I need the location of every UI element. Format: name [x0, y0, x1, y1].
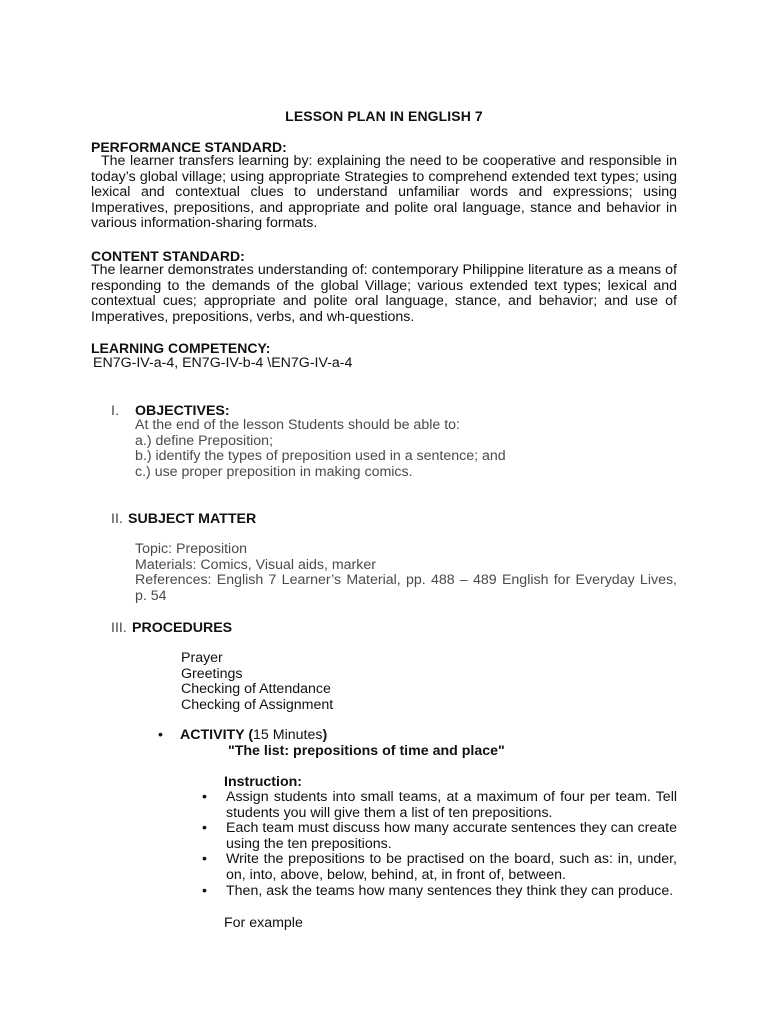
- subject-matter-body: [135, 542, 677, 604]
- references-label: References:: [135, 572, 212, 589]
- activity-label: ACTIVITY (: [180, 727, 254, 743]
- learning-competency-heading: LEARNING COMPETENCY:: [91, 340, 271, 356]
- procedure-step: Prayer: [181, 650, 223, 666]
- instruction-text: Each team must discuss how many accurate sentences they can create using the ten prepositions.: [226, 820, 677, 852]
- procedures-numeral: III.: [111, 620, 127, 636]
- bullet-icon: •: [158, 727, 163, 743]
- content-standard-text: The learner demonstrates understanding of: contemporary Philippine literature as a means of responding to the demands of the global Village; various extended text types; lexical and contextual cues; appropriate and polite oral language, stance, and behavior; and use of Imperatives, prepositions, verbs, and wh-questions.: [91, 262, 677, 325]
- procedure-steps: [181, 651, 333, 713]
- bullet-icon: •: [202, 789, 207, 805]
- instruction-list: [202, 790, 677, 899]
- bullet-icon: •: [202, 851, 207, 868]
- bullet-icon: •: [202, 882, 207, 899]
- activity-heading: [158, 727, 327, 743]
- objectives-list: [135, 418, 677, 480]
- activity-close: ): [322, 727, 328, 743]
- instruction-text: Assign students into small teams, at a maximum of four per team. Tell students you will give them a list of ten prepositions.: [226, 789, 677, 821]
- performance-standard-heading: PERFORMANCE STANDARD:: [91, 139, 287, 155]
- instruction-item: [202, 790, 677, 821]
- activity-subtitle: "The list: prepositions of time and place": [228, 743, 505, 759]
- content-standard-heading: CONTENT STANDARD:: [91, 248, 245, 264]
- objective-item: b.) identify the types of preposition used in a sentence; and: [135, 448, 506, 465]
- instruction-item: [202, 852, 677, 883]
- objective-item: c.) use proper preposition in making comics.: [135, 463, 413, 480]
- objectives-intro: At the end of the lesson Students should be able to:: [135, 417, 460, 433]
- instruction-heading: Instruction:: [224, 774, 303, 790]
- instruction-item: [202, 821, 677, 852]
- procedures-label: PROCEDURES: [132, 620, 233, 636]
- procedure-step: Checking of Assignment: [181, 696, 334, 713]
- bullet-icon: •: [202, 820, 207, 837]
- activity-duration: 15 Minutes: [253, 727, 323, 743]
- instruction-text: Then, ask the teams how many sentences they think they can produce.: [226, 882, 674, 899]
- instruction-item: [202, 884, 677, 900]
- subject-references: [135, 573, 677, 604]
- learning-competency-text: EN7G-IV-a-4, EN7G-IV-b-4 \EN7G-IV-a-4: [93, 355, 353, 371]
- objectives-numeral: I.: [111, 403, 119, 419]
- example-label: For example: [224, 915, 303, 931]
- procedures-heading: [111, 620, 232, 636]
- subject-matter-numeral: II.: [111, 511, 123, 527]
- instruction-text: Write the prepositions to be practised on the board, such as: in, under, on, into, above, below, behind, at, in front of, between.: [226, 851, 677, 883]
- references-text: English 7 Learner’s Material, pp. 488 – 489 English for Everyday Lives, p. 54: [135, 572, 677, 604]
- document-title: LESSON PLAN IN ENGLISH 7: [285, 108, 483, 124]
- objectives-label: OBJECTIVES:: [135, 403, 230, 419]
- procedure-step: Checking of Attendance: [181, 681, 331, 698]
- performance-standard-text: The learner transfers learning by: explaining the need to be cooperative and responsible in today’s global village; using appropriate Strategies to comprehend extended text types; using lexical and contextual clues to understand unfamiliar words and expressions; using Imperatives, prepositions, and appropriate and polite oral language, stance and behavior in various information-sharing formats.: [91, 153, 677, 232]
- objective-item: a.) define Preposition;: [135, 432, 274, 449]
- subject-topic: Topic: Preposition: [135, 541, 247, 557]
- subject-matter-label: SUBJECT MATTER: [128, 511, 257, 527]
- subject-materials: Materials: Comics, Visual aids, marker: [135, 556, 376, 573]
- subject-matter-heading: [111, 511, 256, 527]
- procedure-step: Greetings: [181, 665, 243, 682]
